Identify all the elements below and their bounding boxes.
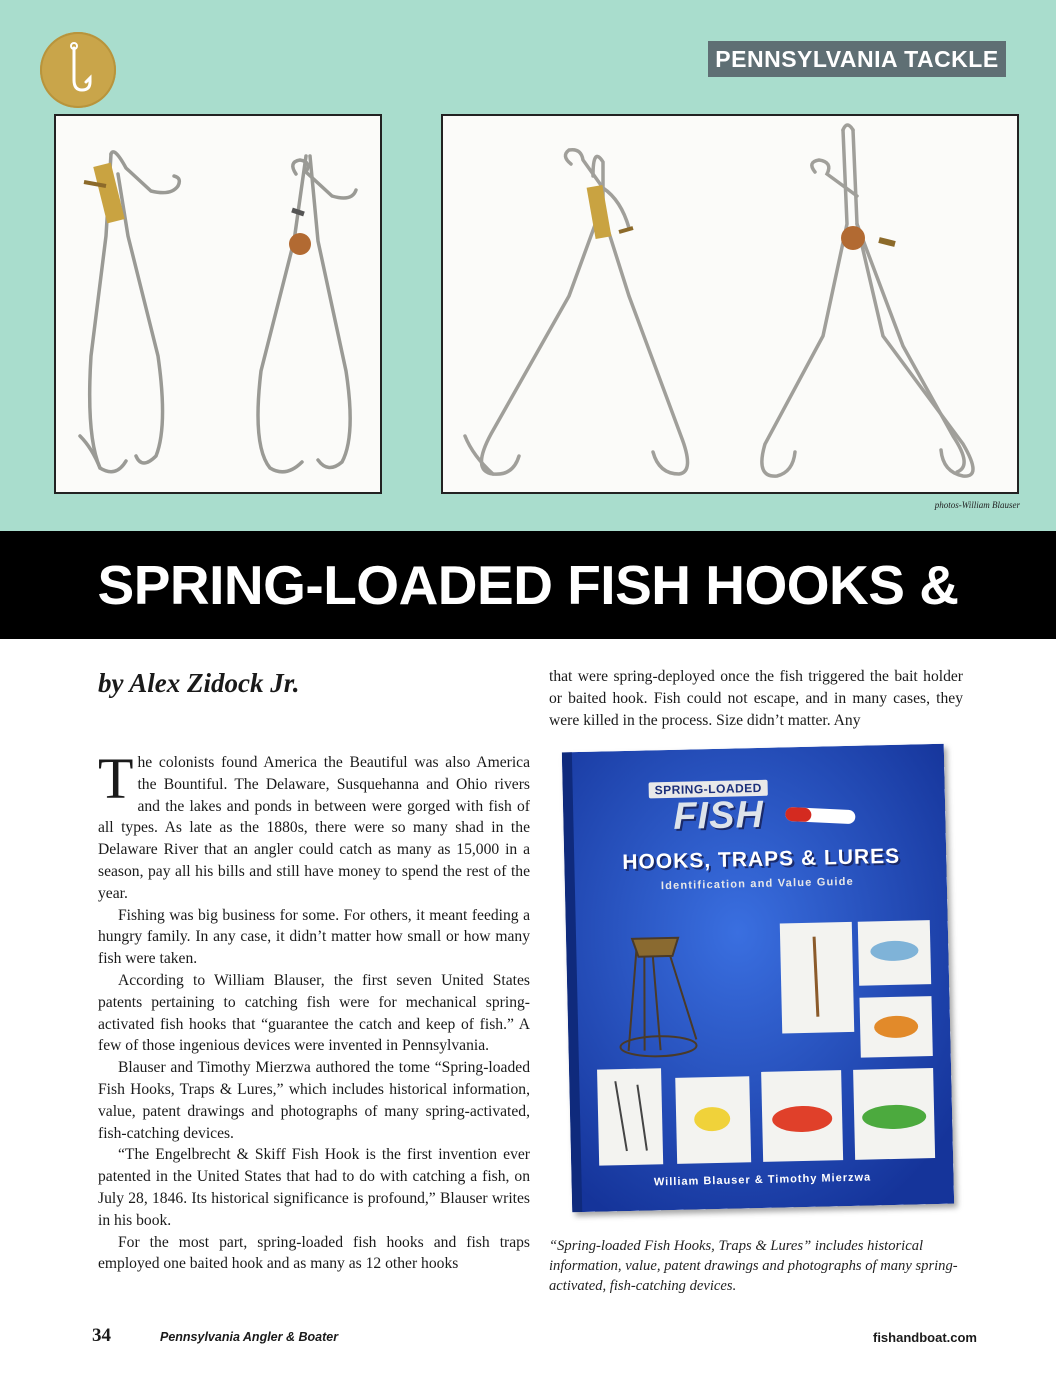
page-number: 34 xyxy=(92,1325,111,1346)
section-tag: PENNSYLVANIA TACKLE xyxy=(708,41,1006,77)
book-cover xyxy=(562,744,954,1213)
website-url: fishandboat.com xyxy=(872,1330,977,1345)
book-spring-loaded: SPRING-LOADED xyxy=(649,780,769,799)
magazine-name: Pennsylvania Angler & Boater xyxy=(160,1330,339,1344)
paragraph: For the most part, spring-loaded fish hooks and fish traps employed one baited hook and as many as 12 other hooks xyxy=(98,1233,530,1273)
article-column-2 xyxy=(549,666,963,731)
book-subtitle: Identification and Value Guide xyxy=(660,875,855,893)
drop-cap: T xyxy=(98,746,134,811)
book-hooks-traps: HOOKS, TRAPS & LURES xyxy=(622,844,901,875)
paragraph: According to William Blauser, the first seven United States patents pertaining to catching fish were for mechanical spring-activated fish hooks that “guarantee the catch and keep of fish.” A few of those ingenious devices were invented in Pennsylvania. xyxy=(98,971,530,1055)
book-fish: FISH xyxy=(672,793,765,838)
photo-credit: photos-William Blauser xyxy=(934,500,1020,510)
book-authors: William Blauser & Timothy Mierzwa xyxy=(653,1171,872,1189)
paragraph: Blauser and Timothy Mierzwa authored the tome “Spring-loaded Fish Hooks, Traps & Lures,” which includes historical information, value, patent drawings and photographs of many spring-activated, fish-catching devices. xyxy=(98,1059,530,1142)
byline: by Alex Zidock Jr. xyxy=(98,668,300,698)
paragraph: Fishing was big business for some. For others, it meant feeding a hungry family. In any case, it didn’t matter how small or how many fish were taken. xyxy=(98,906,530,968)
paragraph: “The Engelbrecht & Skiff Fish Hook is the first invention ever patented in the United States that had to do with catching a fish, on July 28, 1846. Its historical significance is profound,” Blauser writes in his book. xyxy=(98,1146,530,1229)
fish-hook-icon xyxy=(40,32,116,108)
article-column-1 xyxy=(98,746,530,1275)
image-caption: “Spring-loaded Fish Hooks, Traps & Lures” includes historical information, value, patent drawings and photographs of many spring-activated, fish-catching devices. xyxy=(549,1238,958,1294)
hook-photo-right xyxy=(441,114,1019,494)
paragraph: that were spring-deployed once the fish triggered the bait holder or baited hook. Fish could not escape, and in many cases, they were killed in the process. Size didn’t matter. Any xyxy=(549,668,963,729)
hook-photo-left xyxy=(54,114,382,494)
article-title: SPRING-LOADED FISH HOOKS & LURES xyxy=(97,554,959,724)
paragraph: The colonists found America the Beautiful was also America the Bountiful. The Delaware, Susquehanna and Ohio rivers and the lakes and ponds in between were gorged with fish of all types. As late as the 1880s, there were so many shad in the Delaware River that an angler could catch as many as 15,000 in a season, pay all his bills and still have money to spend the rest of the year. xyxy=(98,746,530,902)
